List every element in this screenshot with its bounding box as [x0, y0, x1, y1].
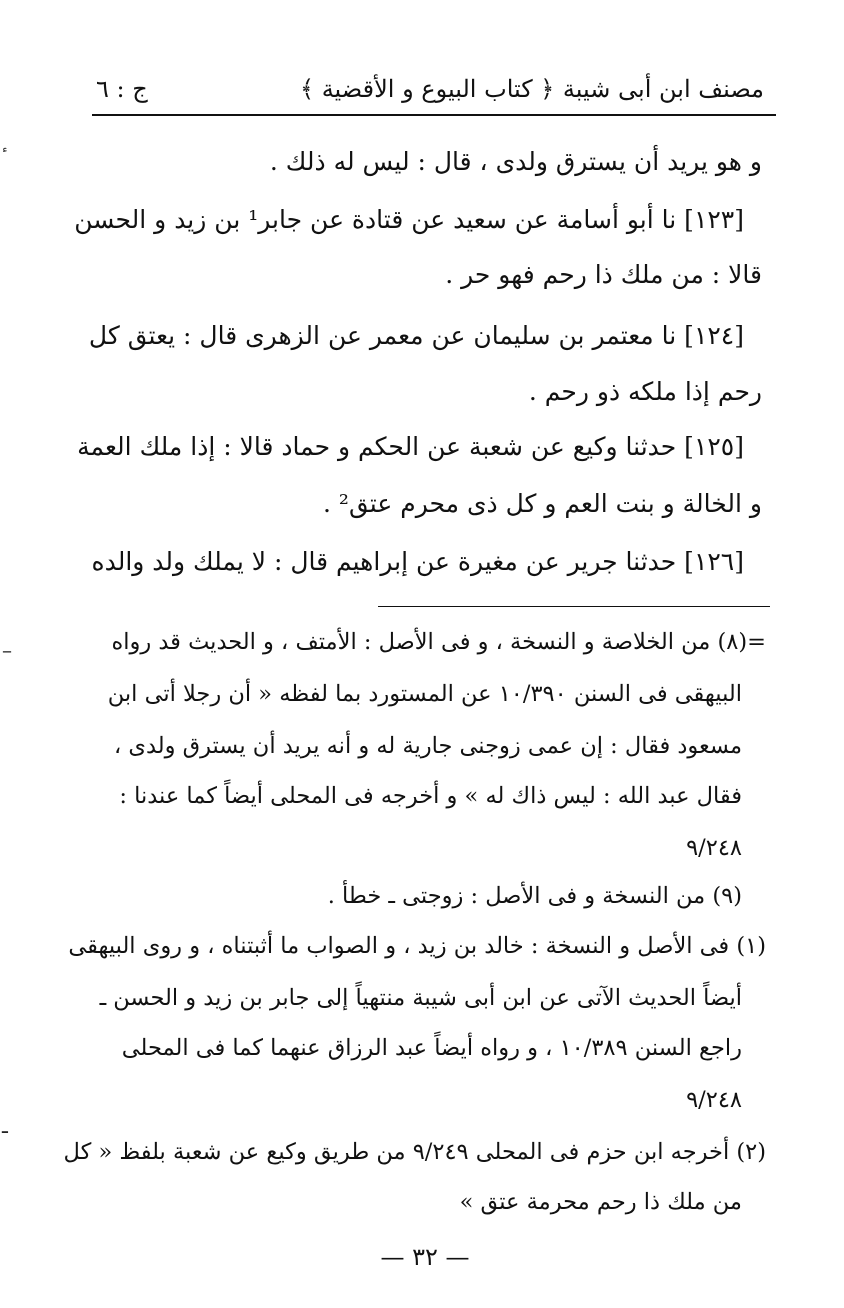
footnote-line-11: (٢) أخرجه ابن حزم فى المحلى ٩/٢٤٩ من طريق وكيع عن شعبة بلفظ « كل — [63, 1139, 766, 1165]
footnote-line-8: أيضاً الحديث الآتى عن ابن أبى شيبة منتهياً إلى جابر بن زيد و الحسن ـ — [99, 985, 742, 1011]
footnote-line-2: البيهقى فى السنن ١٠/٣٩٠ عن المستورد بما لفظه « أن رجلا أتى ابن — [107, 681, 742, 707]
footnote-line-6: (٩) من النسخة و فى الأصل : زوجتى ـ خطأ . — [327, 883, 742, 909]
header-rule — [92, 114, 776, 116]
main-line-7: و الخالة و بنت العم و كل ذى محرم عتق² . — [323, 489, 762, 518]
main-line-2: [١٢٣] نا أبو أسامة عن سعيد عن قتادة عن جابر¹ بن زيد و الحسن — [74, 205, 744, 234]
footnote-line-10: ٩/٢٤٨ — [686, 1087, 742, 1113]
footnote-line-4: فقال عبد الله : ليس ذاك له » و أخرجه فى المحلى أيضاً كما عندنا : — [119, 783, 742, 809]
footnote-line-7: (١) فى الأصل و النسخة : خالد بن زيد ، و الصواب ما أثبتناه ، و روى البيهقى — [68, 933, 766, 959]
main-line-5: رحم إذا ملكه ذو رحم . — [528, 377, 762, 406]
main-line-4: [١٢٤] نا معتمر بن سليمان عن معمر عن الزهرى قال : يعتق كل — [88, 321, 744, 350]
footnote-line-1: =(٨) من الخلاصة و النسخة ، و فى الأصل : الأمتف ، و الحديث قد رواه — [111, 629, 766, 655]
page-number: — ٣٢ — — [380, 1243, 470, 1271]
footnote-line-3: مسعود فقال : إن عمى زوجنى جارية له و أنه يريد أن يسترق ولدى ، — [113, 733, 742, 759]
margin-mark-icon: ـ — [2, 1114, 8, 1138]
margin-mark-icon: – — [2, 638, 12, 662]
header-volume: ج : ٦ — [96, 75, 148, 103]
main-line-6: [١٢٥] حدثنا وكيع عن شعبة عن الحكم و حماد قالا : إذا ملك العمة — [77, 432, 744, 461]
footnote-line-9: راجع السنن ١٠/٣٨٩ ، و رواه أيضاً عبد الرزاق عنهما كما فى المحلى — [121, 1035, 742, 1061]
margin-mark-icon: ٴ — [2, 146, 8, 170]
footnote-line-5: ٩/٢٤٨ — [686, 835, 742, 861]
footnote-rule — [378, 606, 770, 607]
footnote-line-12: من ملك ذا رحم محرمة عتق » — [459, 1189, 742, 1215]
main-line-3: قالا : من ملك ذا رحم فهو حر . — [445, 260, 762, 289]
main-line-1: و هو يريد أن يسترق ولدى ، قال : ليس له ذلك . — [269, 147, 762, 176]
main-line-8: [١٢٦] حدثنا جرير عن مغيرة عن إبراهيم قال : لا يملك ولد والده — [91, 547, 744, 576]
header-chapter-title: ﴿ كتاب البيوع و الأقضية ﴾ — [300, 75, 555, 103]
header-book-title: مصنف ابن أبى شيبة — [562, 75, 764, 103]
